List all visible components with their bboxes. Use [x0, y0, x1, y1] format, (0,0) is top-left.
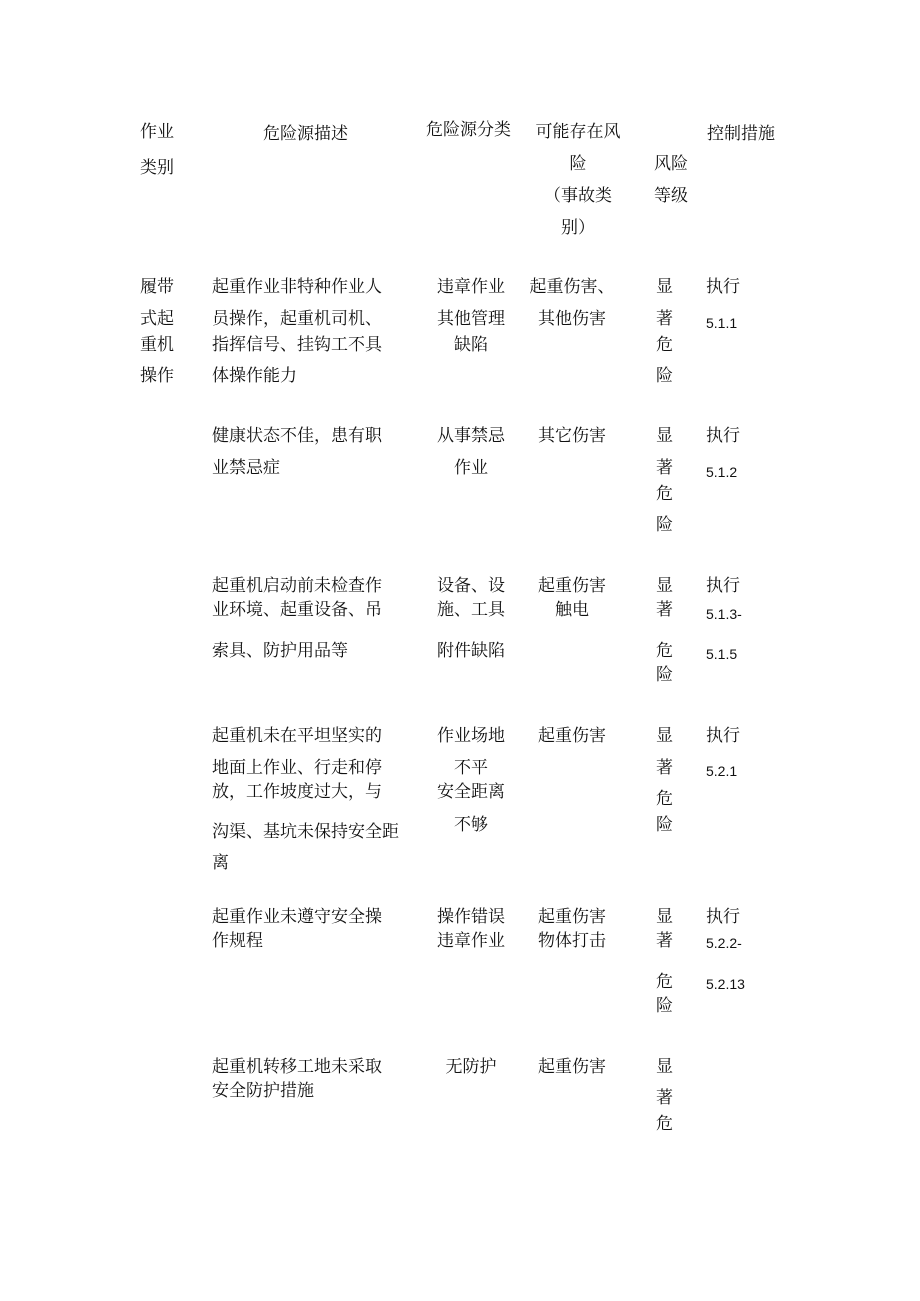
- row-3-control-ref-2: 5.1.5: [706, 646, 738, 662]
- row-5-description-line-2: 作规程: [212, 931, 263, 951]
- row-2-description-line-2: 业禁忌症: [212, 458, 280, 478]
- row-4-description-line-2: 地面上作业、行走和停: [212, 758, 382, 778]
- row-2-description-line-1: 健康状态不佳，患有职: [212, 426, 382, 446]
- row-2-control-text: 执行: [706, 426, 740, 446]
- category-line-1: 履带: [140, 277, 174, 297]
- row-5-risk-line-2: 物体打击: [538, 931, 606, 951]
- row-3-classification-line-1: 设备、设: [437, 576, 505, 596]
- row-2-control-ref: 5.1.2: [706, 464, 738, 480]
- category-line-4: 操作: [140, 366, 174, 386]
- row-5-control-ref-2: 5.2.13: [706, 976, 745, 992]
- row-6-risk-line-1: 起重伤害: [538, 1057, 606, 1077]
- row-3-level-4: 险: [656, 665, 673, 685]
- row-5-control-text: 执行: [706, 907, 740, 927]
- row-2-risk-line-1: 其它伤害: [538, 426, 606, 446]
- row-3-level-1: 显: [656, 576, 673, 596]
- row-4-description-line-4: 沟渠、基坑未保持安全距: [212, 822, 399, 842]
- row-4-classification-line-3: 安全距离: [437, 782, 505, 802]
- header-level-line-2: 等级: [654, 186, 688, 206]
- row-5-classification-line-1: 操作错误: [437, 907, 505, 927]
- category-line-2: 式起: [140, 309, 174, 329]
- row-1-level-4: 险: [656, 366, 673, 386]
- row-2-level-4: 险: [656, 515, 673, 535]
- row-4-level-1: 显: [656, 726, 673, 746]
- row-4-level-3: 危: [656, 789, 673, 809]
- row-6-level-2: 著: [656, 1088, 673, 1108]
- row-4-control-ref: 5.2.1: [706, 763, 738, 779]
- row-3-control-ref-1: 5.1.3-: [706, 606, 742, 622]
- row-3-level-2: 著: [656, 600, 673, 620]
- row-5-level-3: 危: [656, 972, 673, 992]
- row-5-control-ref-1: 5.2.2-: [706, 935, 742, 951]
- header-risk-line-3: （事故类: [544, 186, 612, 206]
- row-3-level-3: 危: [656, 641, 673, 661]
- row-1-description-line-1: 起重作业非特种作业人: [212, 277, 382, 297]
- row-1-level-3: 危: [656, 335, 673, 355]
- row-1-description-line-4: 体操作能力: [212, 366, 297, 386]
- row-2-classification-line-1: 从事禁忌: [437, 426, 505, 446]
- row-1-control-ref: 5.1.1: [706, 315, 738, 331]
- row-3-description-line-3: 索具、防护用品等: [212, 641, 348, 661]
- row-2-level-2: 著: [656, 458, 673, 478]
- row-1-risk-line-2: 其他伤害: [538, 309, 606, 329]
- row-4-classification-line-1: 作业场地: [437, 726, 505, 746]
- header-risk-line-1: 可能存在风: [535, 122, 621, 142]
- row-4-description-line-5: 离: [212, 853, 229, 873]
- header-description: 危险源描述: [263, 124, 348, 144]
- row-6-description-line-1: 起重机转移工地未采取: [212, 1057, 382, 1077]
- row-4-level-4: 险: [656, 815, 673, 835]
- header-category-line-2: 类别: [140, 158, 174, 178]
- row-4-control-text: 执行: [706, 726, 740, 746]
- row-1-classification-line-2: 其他管理: [437, 309, 505, 329]
- row-5-level-2: 著: [656, 931, 673, 951]
- row-1-classification-line-3: 缺陷: [454, 335, 488, 355]
- row-3-control-text: 执行: [706, 576, 740, 596]
- header-risk-line-4: 别）: [561, 218, 595, 238]
- row-5-level-1: 显: [656, 907, 673, 927]
- row-6-level-3: 危: [656, 1114, 673, 1134]
- row-4-description-line-3: 放，工作坡度过大，与: [212, 782, 382, 802]
- header-control: 控制措施: [707, 124, 775, 144]
- row-6-description-line-2: 安全防护措施: [212, 1081, 314, 1101]
- row-4-classification-line-4: 不够: [454, 815, 488, 835]
- row-5-description-line-1: 起重作业未遵守安全操: [212, 907, 382, 927]
- row-1-description-line-2: 员操作，起重机司机、: [212, 309, 382, 329]
- header-level-line-1: 风险: [654, 154, 688, 174]
- row-6-level-1: 显: [656, 1057, 673, 1077]
- row-5-classification-line-2: 违章作业: [437, 931, 505, 951]
- row-1-control-text: 执行: [706, 277, 740, 297]
- row-6-classification-line-1: 无防护: [445, 1057, 497, 1077]
- row-2-level-3: 危: [656, 484, 673, 504]
- row-4-description-line-1: 起重机未在平坦坚实的: [212, 726, 382, 746]
- row-3-classification-line-3: 附件缺陷: [437, 641, 505, 661]
- header-category-line-1: 作业: [140, 122, 174, 142]
- row-4-risk-line-1: 起重伤害: [538, 726, 606, 746]
- row-5-risk-line-1: 起重伤害: [538, 907, 606, 927]
- row-3-risk-line-2: 触电: [555, 600, 589, 620]
- category-line-3: 重机: [140, 335, 174, 355]
- row-3-description-line-1: 起重机启动前未检查作: [212, 576, 382, 596]
- row-1-level-2: 著: [656, 309, 673, 329]
- row-4-classification-line-2: 不平: [454, 758, 488, 778]
- row-1-risk-line-1: 起重伤害、: [529, 277, 615, 297]
- row-3-classification-line-2: 施、工具: [437, 600, 505, 620]
- row-1-classification-line-1: 违章作业: [437, 277, 505, 297]
- row-5-level-4: 险: [656, 996, 673, 1016]
- row-2-level-1: 显: [656, 426, 673, 446]
- header-classification: 危险源分类: [426, 120, 511, 140]
- header-risk-line-2: 险: [569, 154, 587, 174]
- row-2-classification-line-2: 作业: [454, 458, 488, 478]
- row-3-risk-line-1: 起重伤害: [538, 576, 606, 596]
- row-4-level-2: 著: [656, 758, 673, 778]
- row-1-level-1: 显: [656, 277, 673, 297]
- row-1-description-line-3: 指挥信号、挂钩工不具: [212, 335, 382, 355]
- row-3-description-line-2: 业环境、起重设备、吊: [212, 600, 382, 620]
